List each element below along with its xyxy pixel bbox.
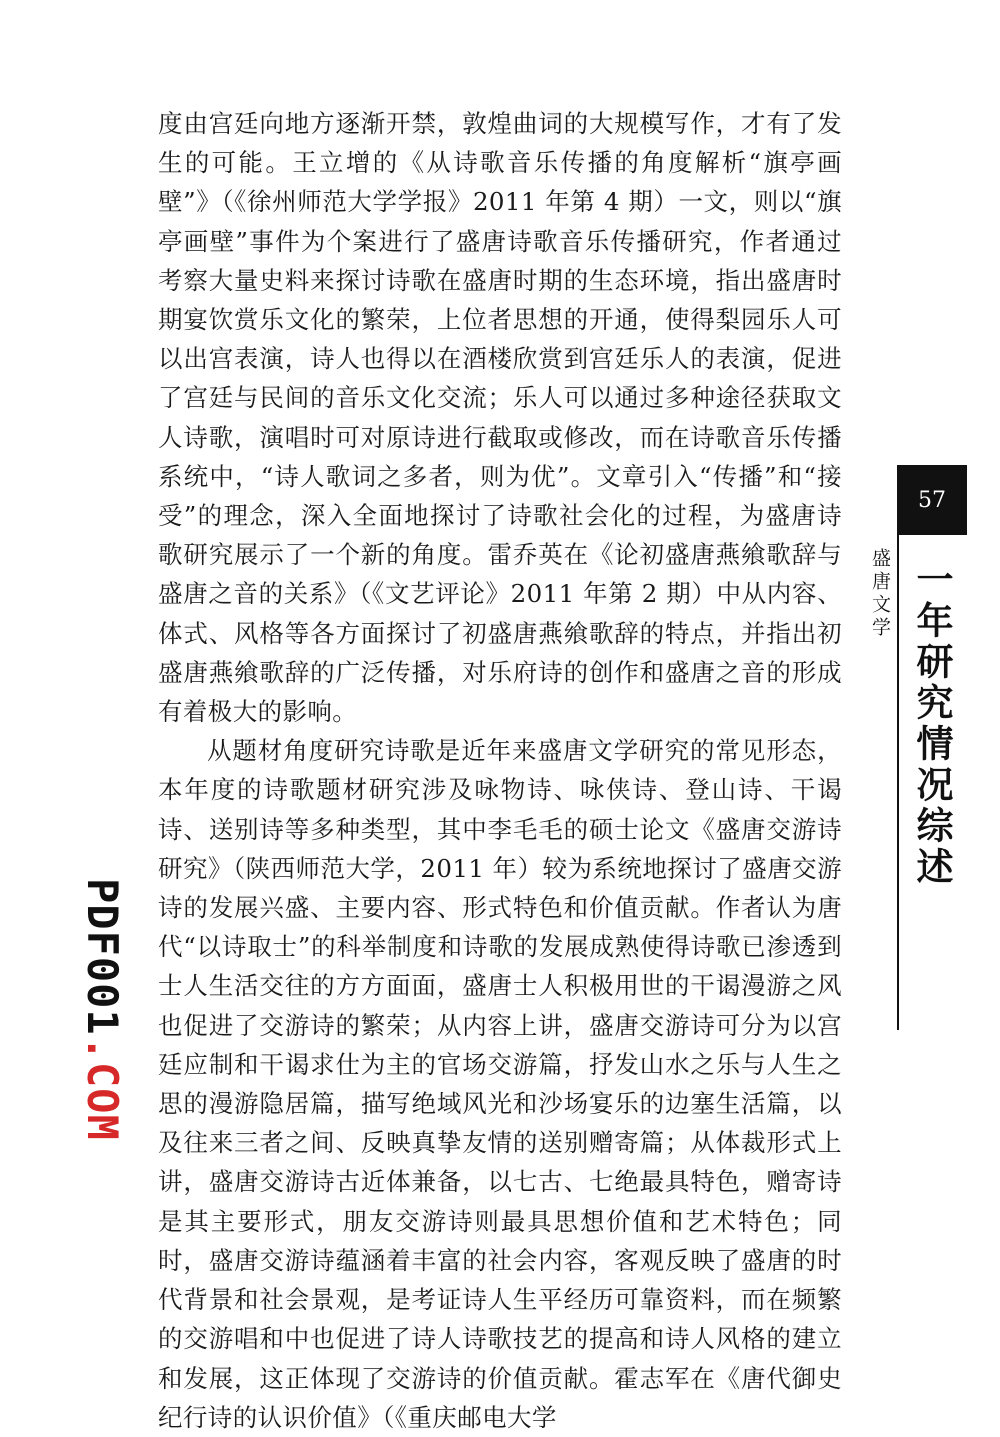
side-rule [897,535,899,1030]
body-text [158,104,842,1437]
page-number: 57 [918,487,946,513]
watermark-main: PDF001 [78,878,127,1036]
section-label-big: 一年研究情况综述 [910,560,953,888]
page-number-box [897,465,967,535]
watermark-logo [78,878,127,1141]
paragraph-2: 从题材角度研究诗歌是近年来盛唐文学研究的常见形态，本年度的诗歌题材研究涉及咏物诗、咏侠诗、登山诗、干谒诗、送别诗等多种类型，其中李毛毛的硕士论文《盛唐交游诗研究》（陕西师范大学，2011 年）较为系统地探讨了盛唐交游诗的发展兴盛、主要内容、形式特色和价值贡献。作者认为唐代“以诗取士”的科举制度和诗歌的发展成熟使得诗歌已渗透到士人生活交往的方方面面，盛唐士人积极用世的干谒漫游之风也促进了交游诗的繁荣；从内容上讲，盛唐交游诗可分为以宫廷应制和干谒求仕为主的官场交游篇，抒发山水之乐与人生之思的漫游隐居篇，描写绝域风光和沙场宴乐的边塞生活篇，以及往来三者之间、反映真挚友情的送别赠寄篇；从体裁形式上讲，盛唐交游诗古近体兼备，以七古、七绝最具特色，赠寄诗是其主要形式，朋友交游诗则最具思想价值和艺术特色；同时，盛唐交游诗蕴涵着丰富的社会内容，客观反映了盛唐的时代背景和社会景观，是考证诗人生平经历可靠资料，而在频繁的交游唱和中也促进了诗人诗歌技艺的提高和诗人风格的建立和发展，这正体现了交游诗的价值贡献。霍志军在《唐代御史纪行诗的认识价值》（《重庆邮电大学 [158,736,842,1432]
watermark-suffix: .COM [78,1035,127,1141]
paragraph-1: 度由宫廷向地方逐渐开禁，敦煌曲词的大规模写作，才有了发生的可能。王立增的《从诗歌音乐传播的角度解析“旗亭画壁”》（《徐州师范大学学报》2011 年第 4 期）一文，则以“旗亭画壁”事件为个案进行了盛唐诗歌音乐传播研究，作者通过考察大量史料来探讨诗歌在盛唐时期的生态环境，指出盛唐时期宴饮赏乐文化的繁荣，上位者思想的开通，使得梨园乐人可以出宫表演，诗人也得以在酒楼欣赏到宫廷乐人的表演，促进了宫廷与民间的音乐文化交流；乐人可以通过多种途径获取文人诗歌，演唱时可对原诗进行截取或修改，而在诗歌音乐传播系统中，“诗人歌词之多者，则为优”。文章引入“传播”和“接受”的理念，深入全面地探讨了诗歌社会化的过程，为盛唐诗歌研究展示了一个新的角度。雷乔英在《论初盛唐燕飨歌辞与盛唐之音的关系》（《文艺评论》2011 年第 2 期）中从内容、体式、风格等各方面探讨了初盛唐燕飨歌辞的特点，并指出初盛唐燕飨歌辞的广泛传播，对乐府诗的创作和盛唐之音的形成有着极大的影响。 [158,109,842,727]
section-label-small: 盛唐文学 [869,548,891,640]
